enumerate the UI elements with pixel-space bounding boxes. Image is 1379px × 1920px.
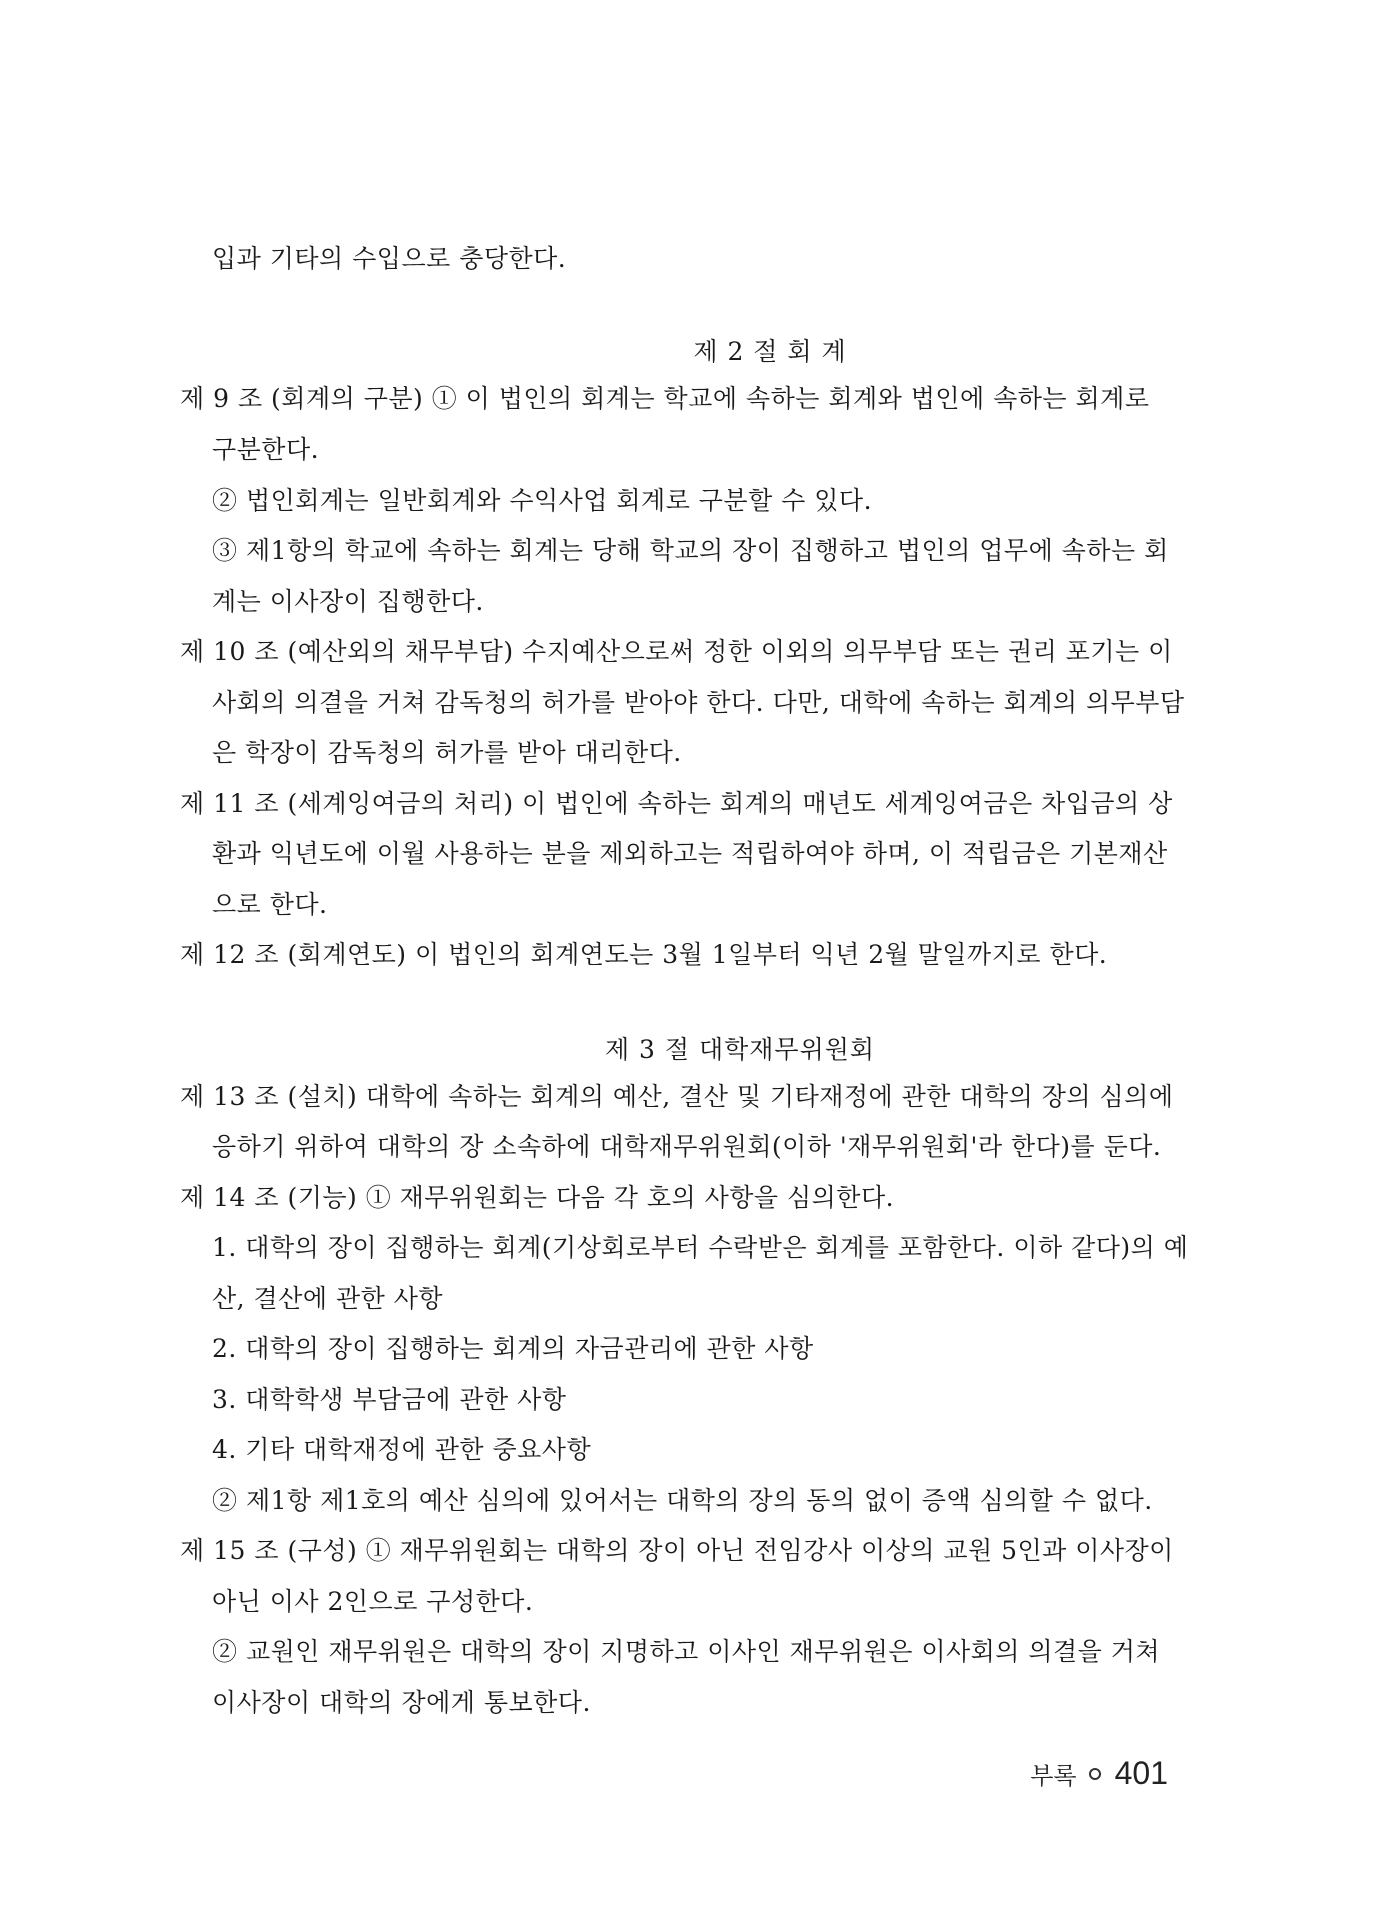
text-line: 이사장이 대학의 장에게 통보한다. — [212, 1688, 591, 1717]
text-line: ② 제1항 제1호의 예산 심의에 있어서는 대학의 장의 동의 없이 증액 심의할 수 없다. — [212, 1486, 1153, 1515]
section-heading: 제 2 절 회 계 — [693, 337, 847, 366]
section-heading: 제 3 절 대학재무위원회 — [604, 1035, 876, 1064]
text-line: 응하기 위하여 대학의 장 소속하에 대학재무위원회(이하 '재무위원회'라 한다)를 둔다. — [212, 1132, 1162, 1161]
bullet-icon — [1089, 1768, 1101, 1780]
text-line: 제 15 조 (구성) ① 재무위원회는 대학의 장이 아닌 전임강사 이상의 교원 5인과 이사장이 — [180, 1536, 1174, 1565]
text-line: 4. 기타 대학재정에 관한 중요사항 — [212, 1435, 592, 1464]
text-line: 환과 익년도에 이월 사용하는 분을 제외하고는 적립하여야 하며, 이 적립금은 기본재산 — [212, 839, 1168, 868]
text-line: 아닌 이사 2인으로 구성한다. — [212, 1587, 534, 1616]
text-line: 제 9 조 (회계의 구분) ① 이 법인의 회계는 학교에 속하는 회계와 법인에 속하는 회계로 — [180, 384, 1150, 413]
text-line: 제 13 조 (설치) 대학에 속하는 회계의 예산, 결산 및 기타재정에 관한 대학의 장의 심의에 — [180, 1082, 1174, 1111]
text-line: 구분한다. — [212, 435, 320, 464]
text-line: 산, 결산에 관한 사항 — [212, 1284, 443, 1313]
text-line: ② 교원인 재무위원은 대학의 장이 지명하고 이사인 재무위원은 이사회의 의결을 거쳐 — [212, 1637, 1161, 1666]
page-number: 401 — [1114, 1755, 1168, 1791]
text-line: 은 학장이 감독청의 허가를 받아 대리한다. — [212, 738, 682, 767]
footer-label: 부록 — [1030, 1763, 1077, 1790]
text-line: 2. 대학의 장이 집행하는 회계의 자금관리에 관한 사항 — [212, 1334, 814, 1363]
text-line: 계는 이사장이 집행한다. — [212, 587, 484, 616]
text-line: 제 12 조 (회계연도) 이 법인의 회계연도는 3월 1일부터 익년 2월 말일까지로 한다. — [180, 940, 1108, 969]
text-line: ③ 제1항의 학교에 속하는 회계는 당해 학교의 장이 집행하고 법인의 업무에 속하는 회 — [212, 536, 1169, 565]
text-line: 제 11 조 (세계잉여금의 처리) 이 법인에 속하는 회계의 매년도 세계잉여금은 차입금의 상 — [180, 789, 1173, 818]
page-footer — [1030, 1755, 1168, 1792]
text-line: 사회의 의결을 거쳐 감독청의 허가를 받아야 한다. 다만, 대학에 속하는 회계의 의무부담 — [212, 688, 1185, 717]
text-line: 제 14 조 (기능) ① 재무위원회는 다음 각 호의 사항을 심의한다. — [180, 1183, 895, 1212]
text-line: 으로 한다. — [212, 890, 328, 919]
text-line: 1. 대학의 장이 집행하는 회계(기상회로부터 수락받은 회계를 포함한다. 이하 같다)의 예 — [212, 1233, 1189, 1262]
text-line: 3. 대학학생 부담금에 관한 사항 — [212, 1385, 567, 1414]
text-line: 제 10 조 (예산외의 채무부담) 수지예산으로써 정한 이외의 의무부담 또는 권리 포기는 이 — [180, 637, 1173, 666]
text-line: 입과 기타의 수입으로 충당한다. — [212, 244, 567, 273]
text-line: ② 법인회계는 일반회계와 수익사업 회계로 구분할 수 있다. — [212, 486, 873, 515]
